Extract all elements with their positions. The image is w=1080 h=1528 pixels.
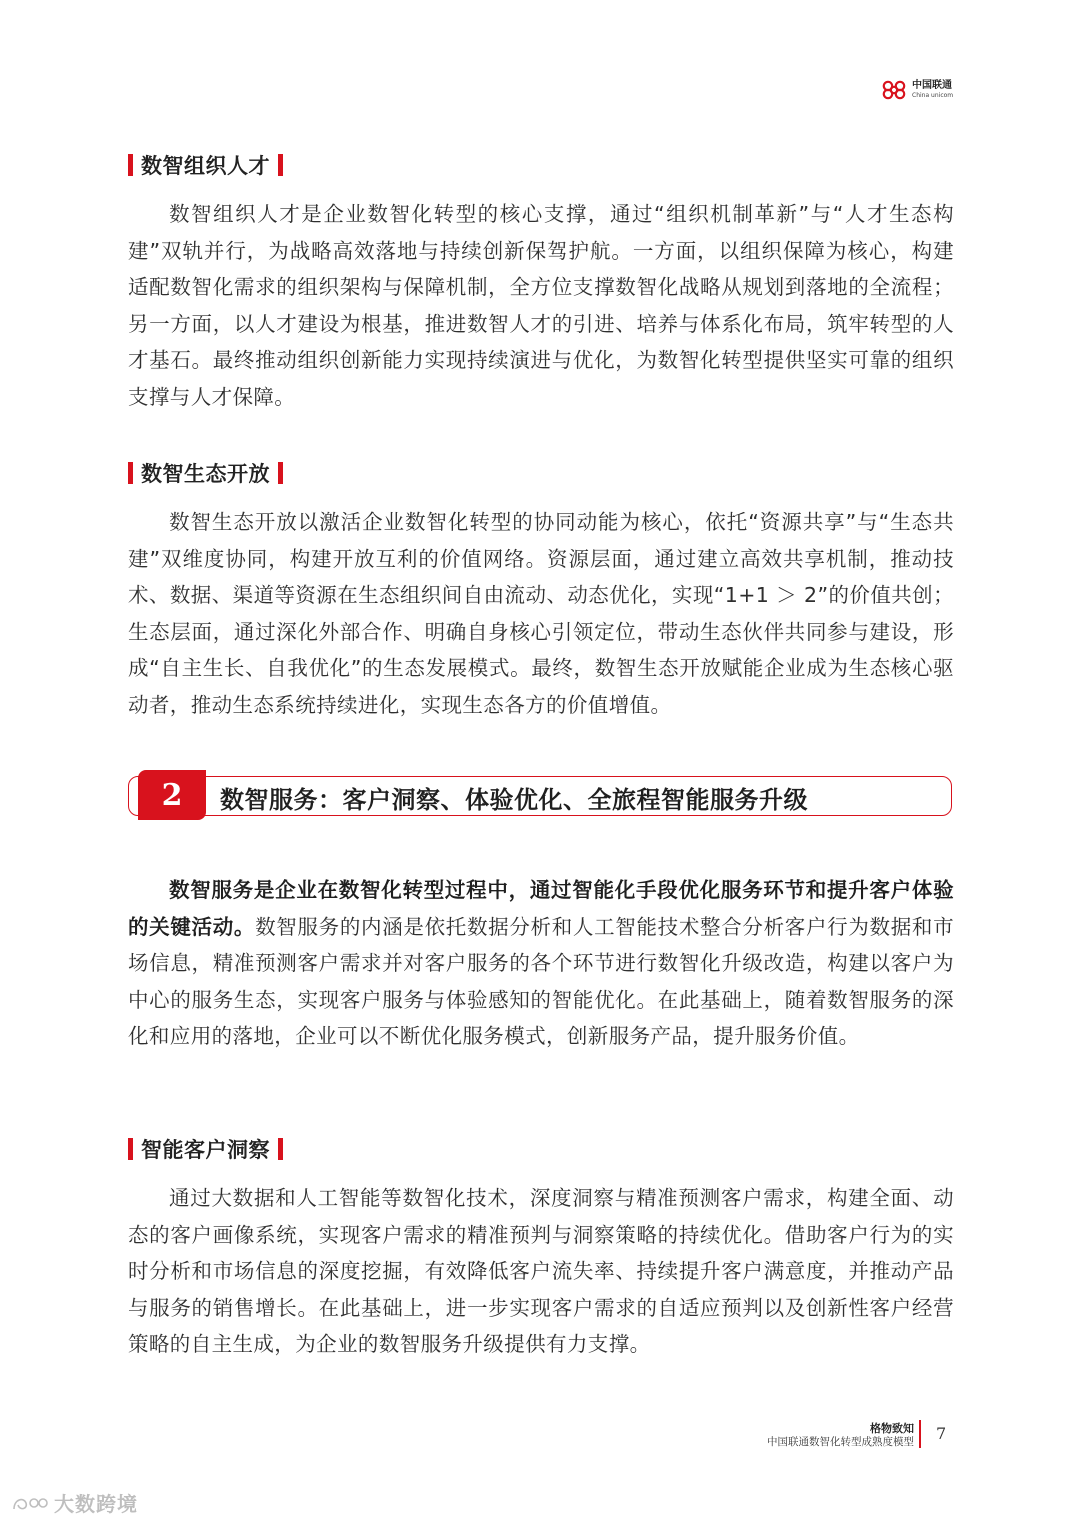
logo-english-name: China unicom: [912, 92, 954, 99]
paragraph-insight: 通过大数据和人工智能等数智化技术，深度洞察与精准预测客户需求，构建全面、动态的客户画像系统，实现客户需求的精准预判与洞察策略的持续优化。借助客户行为的实时分析和市场信息的深度挖掘，有效降低客户流失率、持续提升客户满意度，并推动产品与服务的销售增长。在此基础上，进一步实现客户需求的自适应预判以及创新性客户经营策略的自主生成，为企业的数智服务升级提供有力支撑。: [128, 1186, 954, 1357]
page-footer: [767, 1422, 914, 1449]
heading-bar-left: [128, 462, 133, 484]
intro-lead-sentence: 数智服务是企业在数智化转型过程中，通过智能化手段优化服务环节和提升客户体验的关键活动。: [128, 878, 954, 939]
heading-bar-right: [278, 1138, 283, 1160]
heading-bar-left: [128, 1138, 133, 1160]
heading-text: 数智组织人才: [141, 154, 270, 178]
chapter-banner: [128, 770, 952, 822]
paragraph-org-talent: 数智组织人才是企业数智化转型的核心支撑，通过“组织机制革新”与“人才生态构建”双轨并行，为战略高效落地与持续创新保驾护航。一方面，以组织保障为核心，构建适配数智化需求的组织架构与保障机制，全方位支撑数智化战略从规划到落地的全流程；另一方面，以人才建设为根基，推进数智人才的引进、培养与体系化布局，筑牢转型的人才基石。最终推动组织创新能力实现持续演进与优化，为数智化转型提供坚实可靠的组织支撑与人才保障。: [128, 202, 954, 409]
paragraph-eco-open: 数智生态开放以激活企业数智化转型的协同动能为核心，依托“资源共享”与“生态共建”双维度协同，构建开放互利的价值网络。资源层面，通过建立高效共享机制，推动技术、数据、渠道等资源在生态组织间自由流动、动态优化，实现“1+1 ＞ 2”的价值共创；生态层面，通过深化外部合作、明确自身核心引领定位，带动生态伙伴共同参与建设，形成“自主生长、自我优化”的生态发展模式。最终，数智生态开放赋能企业成为生态核心驱动者，推动生态系统持续进化，实现生态各方的价值增值。: [128, 510, 954, 717]
unicom-knot-icon: [880, 78, 908, 102]
section-heading-eco-open: [128, 458, 283, 488]
heading-bar-left: [128, 154, 133, 176]
section-heading-insight: [128, 1134, 283, 1164]
chapter-number-badge: [138, 770, 206, 820]
footer-tagline: 格物致知: [870, 1422, 914, 1435]
china-unicom-logo: [880, 78, 953, 102]
heading-bar-right: [278, 154, 283, 176]
chapter-title: 数智服务：客户洞察、体验优化、全旅程智能服务升级: [220, 786, 808, 814]
logo-chinese-name: 中国联通: [912, 80, 952, 91]
page-number: 7: [936, 1424, 947, 1443]
paragraph-intro: [128, 872, 954, 1055]
heading-text: 智能客户洞察: [141, 1138, 270, 1162]
watermark: [10, 1488, 138, 1517]
heading-text: 数智生态开放: [141, 462, 270, 486]
section-heading-org-talent: [128, 150, 283, 180]
footer-divider: [919, 1420, 921, 1448]
footer-report-title: 中国联通数智化转型成熟度模型: [767, 1435, 914, 1448]
watermark-logo-icon: [10, 1491, 50, 1515]
heading-bar-right: [278, 462, 283, 484]
chapter-number: 2: [161, 777, 183, 813]
intro-body: 数智服务的内涵是依托数据分析和人工智能技术整合分析客户行为数据和市场信息，精准预测客户需求并对客户服务的各个环节进行数智化升级改造，构建以客户为中心的服务生态，实现客户服务与体验感知的智能优化。在此基础上，随着数智服务的深化和应用的落地，企业可以不断优化服务模式，创新服务产品，提升服务价值。: [128, 914, 954, 1049]
watermark-text: 大数跨境: [54, 1492, 138, 1516]
